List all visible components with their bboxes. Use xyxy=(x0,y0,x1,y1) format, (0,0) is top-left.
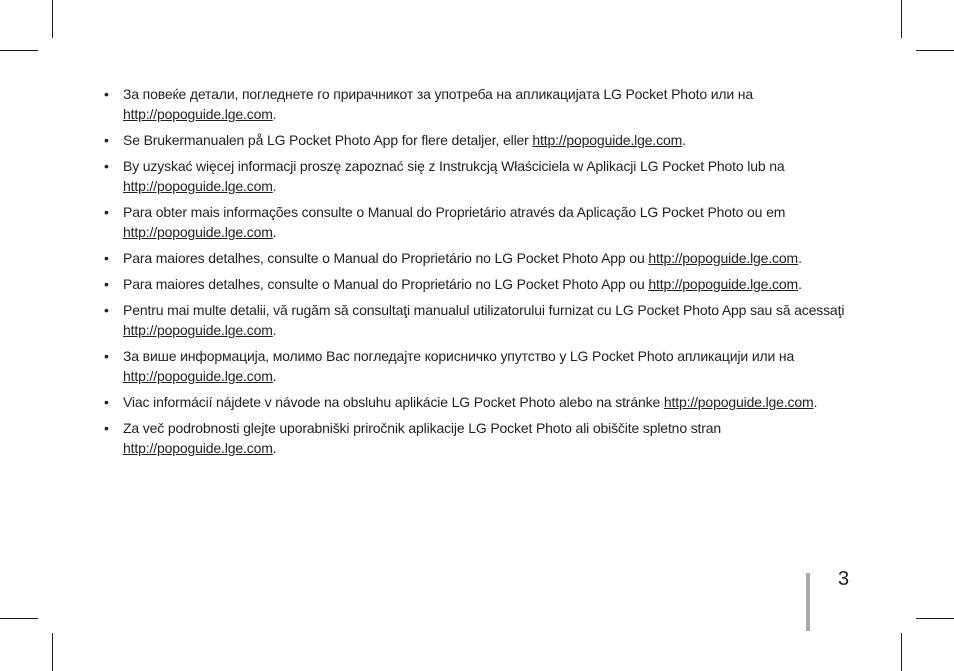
list-item xyxy=(104,418,854,458)
item-text: Para obter mais informações consulte o Manual do Proprietário através da Aplicação LG Pocket Photo ou em xyxy=(123,204,786,220)
crop-mark xyxy=(0,618,38,619)
item-suffix: . xyxy=(272,368,277,384)
bullet-icon: • xyxy=(104,276,109,292)
item-suffix: . xyxy=(272,322,277,338)
item-text: За више информација, молимо Вас погледајте корисничко упутство у LG Pocket Photo апликацији или на xyxy=(123,348,795,364)
crop-mark xyxy=(52,0,53,38)
guide-link[interactable]: http://popoguide.lge.com xyxy=(123,322,273,338)
item-text: Para maiores detalhes, consulte o Manual do Proprietário no LG Pocket Photo App ou xyxy=(123,250,649,266)
crop-mark xyxy=(901,0,902,38)
bullet-icon: • xyxy=(104,348,109,364)
page-number-bar xyxy=(806,573,810,631)
item-text: By uzyskać więcej informacji proszę zapoznać się z Instrukcją Właściciela w Aplikacji LG Pocket Photo lub na xyxy=(123,158,785,174)
bullet-icon: • xyxy=(104,158,109,174)
item-suffix: . xyxy=(272,178,277,194)
crop-mark xyxy=(916,50,954,51)
item-suffix: . xyxy=(813,394,818,410)
item-suffix: . xyxy=(798,276,802,292)
guide-link[interactable]: http://popoguide.lge.com xyxy=(123,178,273,194)
guide-link[interactable]: http://popoguide.lge.com xyxy=(648,276,799,292)
guide-link[interactable]: http://popoguide.lge.com xyxy=(532,132,683,148)
list-item xyxy=(104,202,854,242)
guide-link[interactable]: http://popoguide.lge.com xyxy=(123,224,273,240)
item-suffix: . xyxy=(272,224,277,240)
list-item xyxy=(104,392,854,412)
bullet-icon: • xyxy=(104,86,109,102)
guide-link[interactable]: http://popoguide.lge.com xyxy=(123,368,273,384)
bullet-icon: • xyxy=(104,420,109,436)
list-item xyxy=(104,300,854,340)
page-number: 3 xyxy=(838,568,850,590)
list-item xyxy=(104,84,854,124)
guide-link[interactable]: http://popoguide.lge.com xyxy=(123,106,273,122)
item-suffix: . xyxy=(272,106,277,122)
bullet-icon: • xyxy=(104,204,109,220)
bullet-icon: • xyxy=(104,302,109,318)
bullet-icon: • xyxy=(104,394,109,410)
crop-mark xyxy=(52,633,53,671)
list-item xyxy=(104,156,854,196)
item-text: Se Brukermanualen på LG Pocket Photo App for flere detaljer, eller xyxy=(123,132,533,148)
bullet-icon: • xyxy=(104,250,109,266)
list-item xyxy=(104,130,854,150)
list-item xyxy=(104,346,854,386)
crop-mark xyxy=(0,50,38,51)
crop-mark xyxy=(901,633,902,671)
item-text: Viac informácií nájdete v návode na obsluhu aplikácie LG Pocket Photo alebo na stránke xyxy=(123,394,664,410)
crop-mark xyxy=(916,618,954,619)
item-text: Za več podrobnosti glejte uporabniški priročnik aplikacije LG Pocket Photo ali obiščite spletno stran xyxy=(123,420,722,436)
item-text: Pentru mai multe detalii, vă rugăm să consultaţi manualul utilizatorului furnizat cu LG Pocket Photo App sau să acessaţi xyxy=(123,302,845,318)
item-suffix: . xyxy=(798,250,802,266)
item-text: Para maiores detalhes, consulte o Manual do Proprietário no LG Pocket Photo App ou xyxy=(123,276,649,292)
list-item xyxy=(104,248,854,268)
item-suffix: . xyxy=(682,132,686,148)
guide-link[interactable]: http://popoguide.lge.com xyxy=(663,394,814,410)
item-text: За повеќе детали, погледнете го прирачникот за употреба на апликацијата LG Pocket Photo или на xyxy=(123,86,754,102)
item-suffix: . xyxy=(272,440,277,456)
instruction-list xyxy=(104,84,854,464)
bullet-icon: • xyxy=(104,132,109,148)
list-item xyxy=(104,274,854,294)
guide-link[interactable]: http://popoguide.lge.com xyxy=(648,250,799,266)
guide-link[interactable]: http://popoguide.lge.com xyxy=(123,440,273,456)
